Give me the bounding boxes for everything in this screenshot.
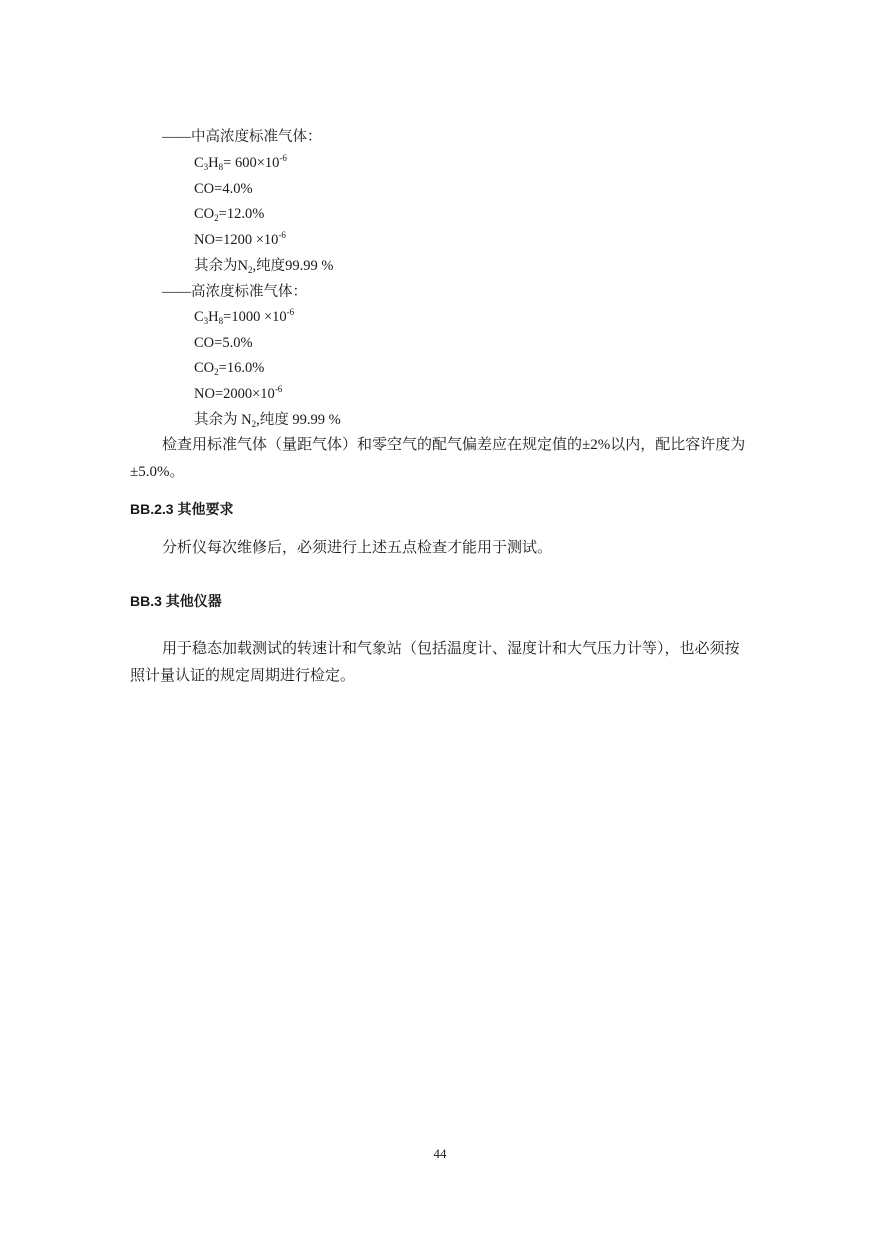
mid-balance-line xyxy=(194,256,333,276)
subscript: 8 xyxy=(218,316,224,326)
formula-text: C xyxy=(194,309,204,325)
formula-text: 其余为N xyxy=(194,258,248,274)
high-no-line xyxy=(194,384,282,404)
mid-co2-line xyxy=(194,204,264,224)
check-gas-paragraph: 检查用标准气体（量距气体）和零空气的配气偏差应在规定值的±2%以内，配比容许度为±5.0%。 xyxy=(130,437,746,480)
superscript: -6 xyxy=(274,384,283,394)
formula-text: =16.0% xyxy=(218,360,265,376)
section-heading-bb3: BB.3 其他仪器 xyxy=(130,593,222,609)
mid-no-line xyxy=(194,230,286,250)
bb23-paragraph: 分析仪每次维修后，必须进行上述五点检查才能用于测试。 xyxy=(162,540,553,556)
high-balance-line xyxy=(194,410,341,430)
section-heading-bb23: BB.2.3 其他要求 xyxy=(130,501,234,517)
formula-text: H xyxy=(208,309,219,325)
subscript: 8 xyxy=(218,162,224,172)
bb3-paragraph: 用于稳态加载测试的转速计和气象站（包括温度计、湿度计和大气压力计等），也必须按照计量认证的规定周期进行检定。 xyxy=(130,641,740,684)
subscript: 2 xyxy=(247,265,253,275)
mid-c3h8-line xyxy=(194,153,287,173)
formula-text: NO=2000×10 xyxy=(194,386,275,402)
formula-text: NO=1200 ×10 xyxy=(194,232,279,248)
formula-text: CO xyxy=(194,360,215,376)
formula-text: =12.0% xyxy=(218,206,265,222)
subscript: 2 xyxy=(251,419,257,429)
subscript: 2 xyxy=(214,367,219,377)
formula-text: ,纯度99.99 % xyxy=(252,258,334,274)
high-co2-line xyxy=(194,358,264,378)
superscript: -6 xyxy=(286,307,295,317)
high-c3h8-line xyxy=(194,307,294,327)
page-number: 44 xyxy=(433,1146,447,1161)
subscript: 3 xyxy=(203,162,209,172)
subscript: 3 xyxy=(203,316,209,326)
high-gas-heading: ——高浓度标准气体： xyxy=(162,284,307,300)
mid-co-line: CO=4.0% xyxy=(194,181,253,197)
superscript: -6 xyxy=(279,153,287,163)
formula-text: H xyxy=(208,155,219,171)
formula-text: CO xyxy=(194,206,215,222)
formula-text: = 600×10 xyxy=(223,155,280,171)
mid-gas-heading: ——中高浓度标准气体： xyxy=(162,129,322,145)
superscript: -6 xyxy=(278,230,286,240)
formula-text: 其余为 N xyxy=(194,412,252,428)
formula-text: ,纯度 99.99 % xyxy=(256,412,341,428)
high-co-line: CO=5.0% xyxy=(194,335,253,351)
formula-text: C xyxy=(194,155,204,171)
subscript: 2 xyxy=(214,213,219,223)
formula-text: =1000 ×10 xyxy=(223,309,287,325)
